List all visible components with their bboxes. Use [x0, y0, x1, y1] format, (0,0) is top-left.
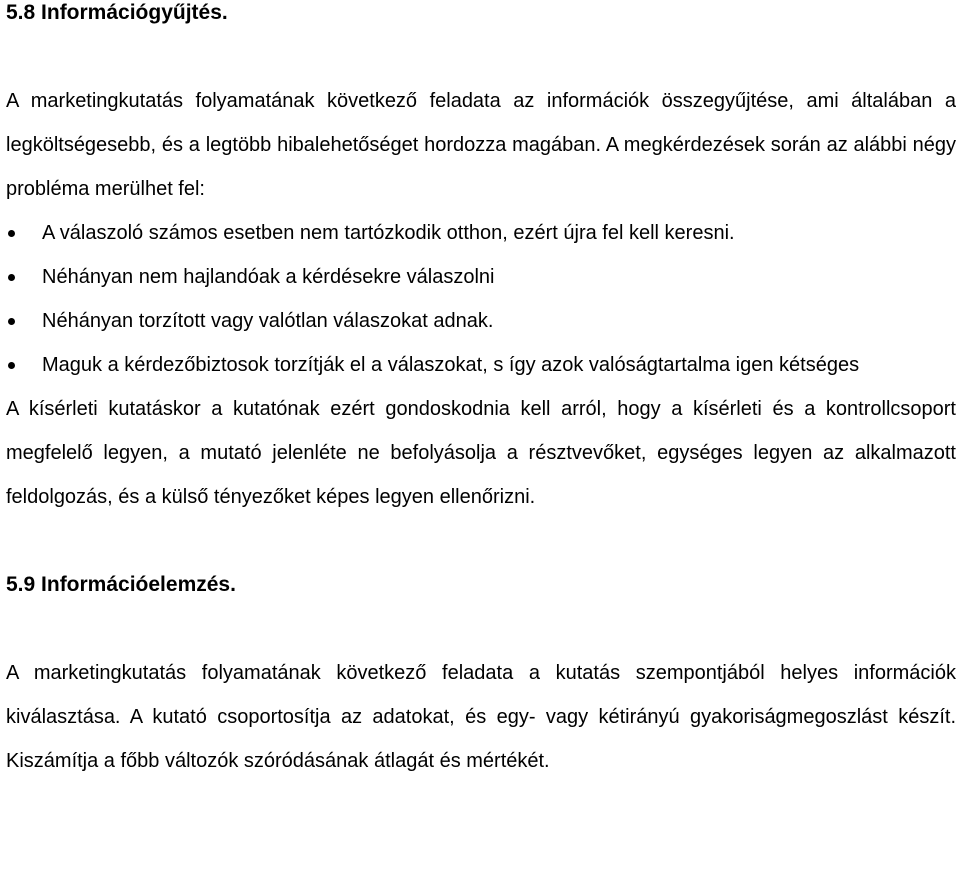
spacer	[6, 519, 956, 563]
spacer	[6, 35, 956, 79]
list-item-text: Maguk a kérdezőbiztosok torzítják el a válaszokat, s így azok valóságtartalma igen kétséges	[42, 354, 860, 376]
section-heading-informaciogyujtes: 5.8 Információgyűjtés.	[6, 1, 228, 24]
bullet-icon	[8, 274, 15, 281]
problem-list	[6, 211, 956, 387]
section-heading-informacioelemzes: 5.9 Információelemzés.	[6, 573, 236, 596]
list-item-text: A válaszoló számos esetben nem tartózkodik otthon, ezért újra fel kell keresni.	[42, 222, 735, 244]
bullet-icon	[8, 362, 15, 369]
list-item	[6, 255, 956, 299]
bullet-icon	[8, 318, 15, 325]
intro-paragraph: A marketingkutatás folyamatának következő feladata az információk összegyűjtése, ami általában a legköltségesebb, és a legtöbb hibalehetőséget hordozza magában. A megkérdezések során az alábbi négy probléma merülhet fel:	[6, 90, 956, 200]
spacer	[6, 607, 956, 651]
list-item-text: Néhányan torzított vagy valótlan válaszokat adnak.	[42, 310, 494, 332]
list-item	[6, 343, 956, 387]
analysis-paragraph: A marketingkutatás folyamatának következő feladata a kutatás szempontjából helyes információk kiválasztása. A kutató csoportosítja az adatokat, és egy- vagy kétirányú gyakoriságmegoszlást készít. Kiszámítja a főbb változók szóródásának átlagát és mértékét.	[6, 662, 956, 772]
list-item	[6, 211, 956, 255]
experiment-paragraph: A kísérleti kutatáskor a kutatónak ezért gondoskodnia kell arról, hogy a kísérleti és a kontrollcsoport megfelelő legyen, a mutató jelenléte ne befolyásolja a résztvevőket, egységes legyen az alkalmazott feldolgozás, és a külső tényezőket képes legyen ellenőrizni.	[6, 398, 956, 508]
document-page	[6, 0, 956, 783]
list-item-text: Néhányan nem hajlandóak a kérdésekre válaszolni	[42, 266, 495, 288]
list-item	[6, 299, 956, 343]
bullet-icon	[8, 230, 15, 237]
